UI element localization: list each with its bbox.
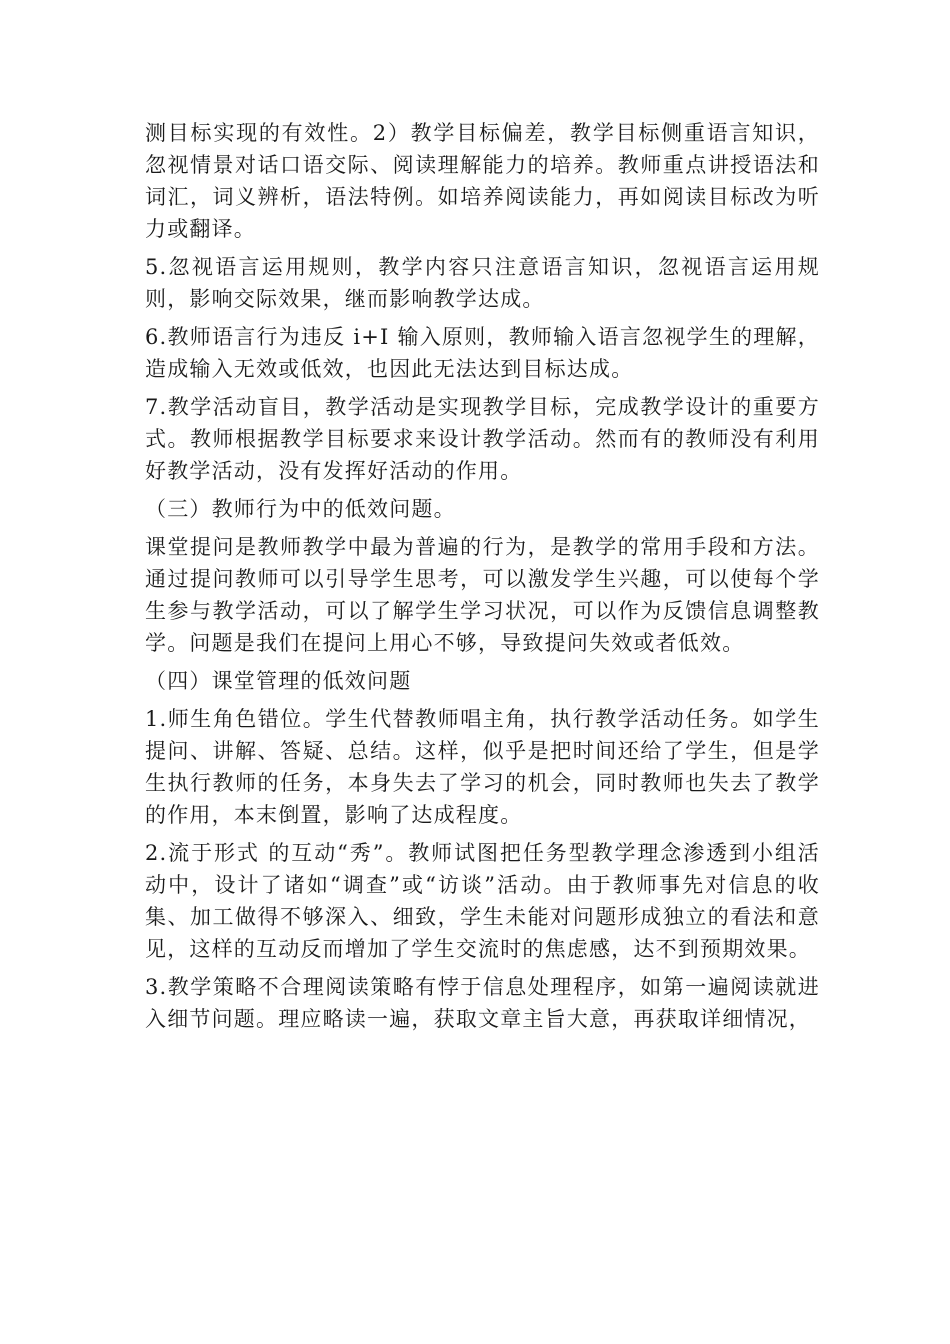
section-heading-3: （三）教师行为中的低效问题。 bbox=[145, 497, 456, 521]
paragraph-role-misplacement: 1.师生角色错位。学生代替教师唱主角，执行教学活动任务。如学生提问、讲解、答疑、总结。这样，似乎是把时间还给了学生，但是学生执行教师的任务，本身失去了学习的机会，同时教师也失去了教学的作用，本末倒置，影响了达成程度。 bbox=[145, 707, 820, 827]
paragraph-item-5: 5.忽视语言运用规则，教学内容只注意语言知识，忽视语言运用规则，影响交际效果，继而影响教学达成。 bbox=[145, 255, 820, 311]
section-heading-4: （四）课堂管理的低效问题 bbox=[145, 669, 412, 693]
paragraph-classroom-questioning: 课堂提问是教师教学中最为普遍的行为，是教学的常用手段和方法。通过提问教师可以引导学生思考，可以激发学生兴趣，可以使每个学生参与教学活动，可以了解学生学习状况，可以作为反馈信息调整教学。问题是我们在提问上用心不够，导致提问失效或者低效。 bbox=[145, 535, 820, 655]
paragraph-item-7: 7.教学活动盲目，教学活动是实现教学目标，完成教学设计的重要方式。教师根据教学目标要求来设计教学活动。然而有的教师没有利用好教学活动，没有发挥好活动的作用。 bbox=[145, 395, 820, 483]
paragraph-item-6: 6.教师语言行为违反 i+I 输入原则，教师输入语言忽视学生的理解，造成输入无效或低效，也因此无法达到目标达成。 bbox=[145, 325, 820, 381]
paragraph-interaction-show: 2.流于形式 的互动“秀”。教师试图把任务型教学理念渗透到小组活动中，设计了诸如“调查”或“访谈”活动。由于教师事先对信息的收集、加工做得不够深入、细致，学生未能对问题形成独立的看法和意见，这样的互动反而增加了学生交流时的焦虑感，达不到预期效果。 bbox=[145, 841, 820, 961]
paragraph-strategy-issue: 3.教学策略不合理阅读策略有悖于信息处理程序，如第一遍阅读就进入细节问题。理应略读一遍，获取文章主旨大意，再获取详细情况， bbox=[145, 975, 820, 1031]
document-body bbox=[145, 117, 820, 1041]
paragraph-teaching-goal-deviation: 测目标实现的有效性。2）教学目标偏差，教学目标侧重语言知识，忽视情景对话口语交际、阅读理解能力的培养。教师重点讲授语法和词汇，词义辨析，语法特例。如培养阅读能力，再如阅读目标改为听力或翻译。 bbox=[145, 121, 820, 241]
